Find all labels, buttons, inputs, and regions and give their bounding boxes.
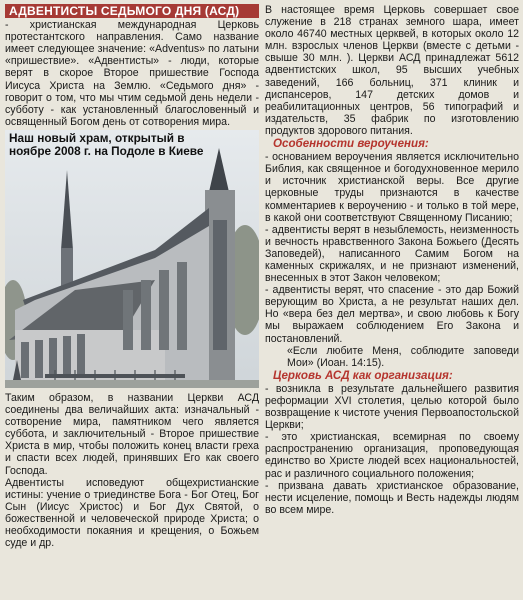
right-column: [265, 4, 519, 516]
statistics-paragraph: В настоящее время Церковь совершает свое служение в 218 странах земного шара, имеет около 46740 местных церквей, в которых около 12 млн. взрослых членов Церкви (вместе с детьми - свыше 30 млн. ). Церкви АСД принадлежат 5612 адвентистских школ, 95 высших учебных заведений, 166 больниц, 371 клиник и диспансеров, 147 детских домов и реабилитационных центров, 56 типографий и издательств, 35 фабрик по изготовлению продуктов здорового питания.: [265, 4, 519, 137]
section-heading-organization: Церковь АСД как организация:: [273, 368, 453, 382]
scripture-quote: «Если любите Меня, соблюдите заповеди Мои» (Иоан. 14:15).: [287, 344, 519, 369]
paragraph-name-meaning: Таким образом, в названии Церкви АСД соединены два величайших акта: изначальный - сотворение мира, памятником чего является суббота, и заключительный - Второе пришествие Христа в мир, чтобы положить конец власти греха и спасти всех людей, принявших Его как своего Господа.: [5, 391, 259, 477]
organization-item: - это христианская, всемирная по своему распространению организация, проповедующая единство во Христе людей всех национальностей, рас и различного социального положения;: [265, 431, 519, 480]
organization-item: - возникла в результате дальнейшего развития реформации XVI столетия, целью которой было возвращение к чистоте учения Первоапостольской Церкви;: [265, 382, 519, 432]
doctrine-item: - адвентисты верят в незыблемость, неизменность и вечность нравственного Закона Божьего (Десять Заповедей), написанного Самим Богом на каменных скрижалях, и не признают изменений, внесенных в этот Закон человеком;: [265, 223, 519, 285]
paragraph-beliefs: Адвентисты исповедуют общехристианские истины: учение о триединстве Бога - Бог Отец, Бог Сын (Иисус Христос) и Бог Дух Святой, о божественной и человеческой природе Христа; о необходимости покаяния и крещения, о Божьем суде и др.: [5, 476, 259, 550]
article-title: АДВЕНТИСТЫ СЕДЬМОГО ДНЯ (АСД): [5, 4, 259, 18]
organization-item: - призвана давать христианское образование, нести исцеление, помощь и Весть надежды людям во всем мире.: [265, 479, 519, 516]
doctrine-item: - адвентисты верят, что спасение - это дар Божий верующим во Христа, а не результат наших дел. Но «вера без дел мертва», и свою любовь к Богу мы выражаем соблюдением Его Закона и постановлений.: [265, 284, 519, 345]
section-heading-doctrine: Особенности вероучения:: [273, 137, 429, 151]
church-illustration: [5, 130, 259, 388]
left-column: [5, 4, 259, 549]
photo-caption: Наш новый храм, открытый в ноябре 2008 г. на Подоле в Киеве: [9, 130, 204, 159]
intro-paragraph: - христианская международная Церковь протестантского направления. Само название имеет следующее значение: «Adventus» по латыни «пришествие». «Адвентисты» - люди, которые верят в скорое Второе пришествие Господа Иисуса Христа на Землю. «Седьмого дня» - говорит о том, что мы чтим седьмой день недели - субботу - как установленный благословенный и освященный Богом день от сотворения мира.: [5, 19, 259, 128]
doctrine-item: - основанием вероучения является исключительно Библия, как священное и богодухновенное мерило и источник христианской веры. Все другие церковные труды признаются в качестве комментариев к вероучению - и только в той мере, в какой они соответствуют Священному Писанию;: [265, 151, 519, 224]
church-photo: [5, 130, 259, 388]
